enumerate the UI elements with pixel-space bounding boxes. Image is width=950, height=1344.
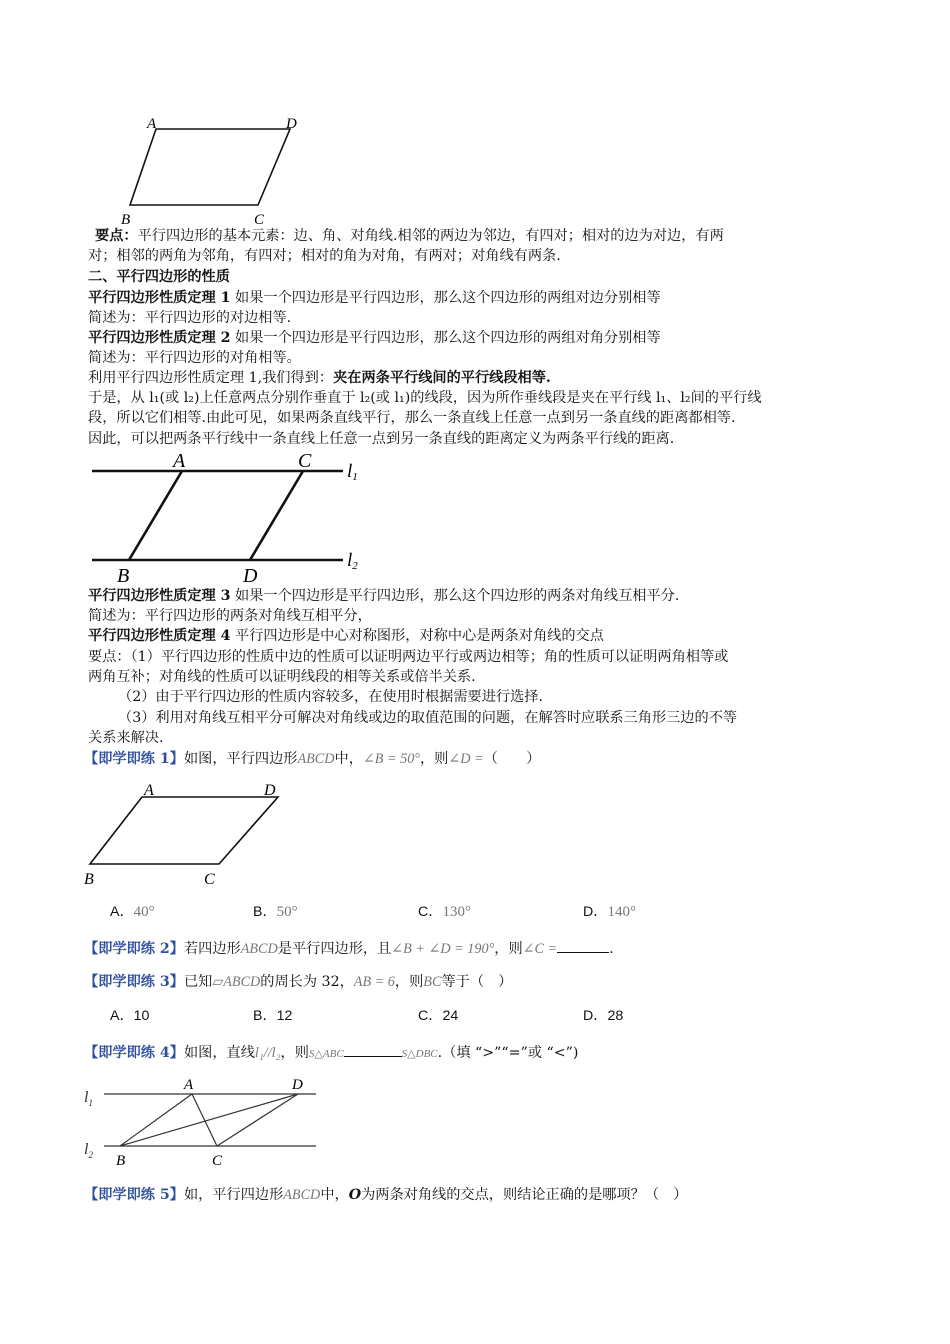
theorem-1: 平行四边形性质定理 1 如果一个四边形是平行四边形，那么这个四边形的两组对边分别相等: [88, 290, 661, 306]
label-l1: $l_1$: [84, 1089, 93, 1108]
note-3a: （3）利用对角线互相平分可解决对角线或边的取值范围的问题，在解答时应联系三角形三边的不等: [118, 710, 738, 726]
exercise-1-option-c[interactable]: C．130°: [418, 904, 471, 920]
label-c: C: [298, 450, 312, 472]
answer-blank[interactable]: [557, 938, 609, 953]
exercise-3-option-b[interactable]: B．12: [253, 1008, 293, 1024]
label-c: C: [204, 871, 215, 888]
label-d: D: [286, 116, 297, 132]
theorem-3-brief: 简述为：平行四边形的两条对角线互相平分，: [88, 608, 372, 624]
exercise-5: 【即学即练 5】如，平行四边形ABCD中，O为两条对角线的交点，则结论正确的是哪项？（ ）: [84, 1187, 688, 1203]
theorem-2-brief: 简述为：平行四边形的对角相等。: [88, 350, 301, 366]
label-l1: l1: [347, 461, 358, 483]
label-a: A: [144, 782, 154, 799]
label-d: D: [292, 1077, 303, 1093]
theorem-2: 平行四边形性质定理 2 如果一个四边形是平行四边形，那么这个四边形的两组对角分别相等: [88, 330, 661, 346]
label-c: C: [212, 1153, 223, 1169]
exercise-1-option-b[interactable]: B．50°: [253, 904, 298, 920]
key-point-line1: 要点：平行四边形的基本元素：边、角、对角线.相邻的两边为邻边，有四对；相对的边为对边，有两: [95, 228, 724, 244]
paragraph-line2: 段，所以它们相等.由此可见，如果两条直线平行，那么一条直线上任意一点到另一条直线的距离都相等.: [88, 410, 736, 426]
exercise-3-option-a[interactable]: A．10: [110, 1008, 150, 1024]
exercise-4-figure: [80, 1070, 320, 1170]
label-c: C: [254, 212, 265, 228]
label-a: A: [173, 450, 186, 472]
key-point-line2: 对；相邻的两角为邻角，有四对；相对的角为对角，有两对；对角线有两条.: [88, 248, 561, 264]
note-1a: 要点：（1）平行四边形的性质中边的性质可以证明两边平行或两边相等；角的性质可以证明两角相等或: [88, 649, 729, 665]
use-theorem-1: 利用平行四边形性质定理 1,我们得到：夹在两条平行线间的平行线段相等.: [88, 370, 551, 386]
exercise-3-option-c[interactable]: C．24: [418, 1008, 459, 1024]
section-title: 二、平行四边形的性质: [88, 269, 230, 285]
label-l2: l2: [347, 550, 358, 572]
theorem-3: 平行四边形性质定理 3 如果一个四边形是平行四边形，那么这个四边形的两条对角线互相平分.: [88, 588, 680, 604]
exercise-3-option-d[interactable]: D．28: [583, 1008, 624, 1024]
exercise-1: 【即学即练 1】如图，平行四边形ABCD中，∠B = 50°，则∠D =（ ）: [84, 751, 541, 767]
note-3b: 关系来解决.: [88, 730, 164, 746]
label-d: D: [264, 782, 276, 799]
note-2: （2）由于平行四边形的性质内容较多，在使用时根据需要进行选择.: [118, 689, 543, 705]
figure-parallel-lines: [85, 450, 375, 588]
note-1b: 两角互补；对角线的性质可以证明线段的相等关系或倍半关系.: [88, 669, 476, 685]
paragraph-line3: 因此，可以把两条平行线中一条直线上任意一点到另一条直线的距离定义为两条平行线的距离.: [88, 431, 675, 447]
label-d: D: [243, 565, 258, 587]
paragraph-line1: 于是，从 l₁(或 l₂)上任意两点分别作垂直于 l₂(或 l₁)的线段，因为所作垂线段是夹在平行线 l₁、l₂间的平行线: [88, 390, 762, 406]
label-a: A: [147, 116, 157, 132]
exercise-1-option-d[interactable]: D．140°: [583, 904, 636, 920]
figure-parallelogram-abcd: [110, 112, 320, 230]
theorem-4: 平行四边形性质定理 4 平行四边形是中心对称图形，对称中心是两条对角线的交点: [88, 628, 604, 644]
exercise-1-option-a[interactable]: A．40°: [110, 904, 155, 920]
label-l2: $l_2$: [84, 1141, 93, 1160]
exercise-2: 【即学即练 2】若四边形ABCD是平行四边形，且∠B + ∠D = 190°，则∠C = .: [84, 938, 614, 959]
exercise-1-figure: [80, 780, 295, 890]
exercise-3: 【即学即练 3】已知▱ABCD的周长为 32，AB = 6，则BC等于（ ）: [84, 974, 513, 990]
label-a: A: [184, 1077, 194, 1093]
label-b: B: [116, 1153, 126, 1169]
theorem-1-brief: 简述为：平行四边形的对边相等.: [88, 310, 292, 326]
label-b: B: [84, 871, 94, 888]
label-b: B: [117, 565, 130, 587]
label-b: B: [121, 212, 131, 228]
answer-blank[interactable]: [344, 1042, 402, 1057]
exercise-4: 【即学即练 4】如图，直线l₁//l₂，则S△ABC S△DBC.（填 “>”“=”或 “<”): [84, 1042, 578, 1064]
